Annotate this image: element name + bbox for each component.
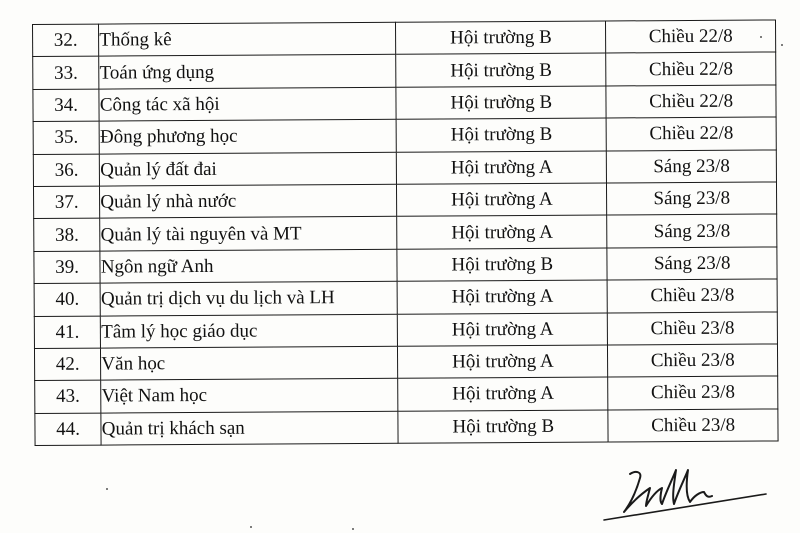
major-name: Quản trị khách sạn [101,411,398,445]
major-name: Việt Nam học [101,379,398,413]
hall-name: Hội trường A [397,151,607,185]
scan-speck [781,44,783,46]
session-time: Chiều 22/8 [606,20,776,53]
row-number: 35. [33,121,99,154]
major-name: Đông phương học [99,119,396,153]
table-row [33,20,776,57]
table-row [33,150,776,187]
major-name: Quản lý tài nguyên và MT [100,217,397,251]
table-row [33,52,776,89]
session-time: Sáng 23/8 [607,214,777,247]
scan-speck [352,528,354,530]
major-name: Văn học [101,346,398,380]
row-number: 36. [33,154,99,187]
scan-speck [250,526,252,528]
row-number: 42. [34,348,100,381]
session-time: Chiều 23/8 [608,344,778,377]
hall-name: Hội trường A [397,215,607,249]
row-number: 39. [34,251,100,284]
session-time: Chiều 22/8 [606,117,776,150]
table-row [34,279,777,316]
session-time: Chiều 23/8 [608,311,778,344]
hall-name: Hội trường B [396,86,606,120]
hall-name: Hội trường B [397,248,607,282]
major-name: Quản trị dịch vụ du lịch và LH [100,281,397,315]
table-row [33,182,776,219]
row-number: 38. [34,218,100,251]
scan-speck [760,36,762,38]
major-name: Thống kê [99,22,396,56]
major-name: Công tác xã hội [99,87,396,121]
major-name: Tâm lý học giáo dục [101,314,398,348]
table-row [34,344,777,381]
scan-speck [106,488,108,490]
major-name: Toán ứng dụng [99,55,396,89]
hall-name: Hội trường A [398,313,608,347]
session-time: Chiều 23/8 [608,376,778,409]
hall-name: Hội trường B [398,410,608,444]
row-number: 40. [34,283,100,316]
handwritten-signature-icon [600,462,770,524]
row-number: 43. [35,380,101,413]
row-number: 44. [35,413,101,446]
table-row [35,376,778,413]
major-name: Ngôn ngữ Anh [100,249,397,283]
hall-name: Hội trường B [396,21,606,55]
row-number: 34. [33,89,99,122]
hall-name: Hội trường A [398,377,608,411]
major-name: Quản lý đất đai [100,152,397,186]
table-row [34,247,777,284]
session-time: Sáng 23/8 [607,150,777,183]
hall-name: Hội trường B [396,118,606,152]
row-number: 33. [33,56,99,89]
session-time: Chiều 23/8 [607,279,777,312]
row-number: 41. [34,316,100,349]
session-time: Chiều 23/8 [608,409,778,442]
session-time: Chiều 22/8 [606,85,776,118]
table-row [34,214,777,251]
schedule-table-body [33,20,779,446]
hall-name: Hội trường A [397,280,607,314]
hall-name: Hội trường A [397,183,607,217]
table-row [35,409,778,446]
session-time: Sáng 23/8 [607,182,777,215]
table-row [34,311,777,348]
schedule-table [32,19,779,446]
row-number: 32. [33,24,99,57]
hall-name: Hội trường A [398,345,608,379]
session-time: Sáng 23/8 [607,247,777,280]
table-row [33,85,776,122]
hall-name: Hội trường B [396,53,606,87]
session-time: Chiều 22/8 [606,52,776,85]
row-number: 37. [33,186,99,219]
table-row [33,117,776,154]
major-name: Quản lý nhà nước [100,184,397,218]
